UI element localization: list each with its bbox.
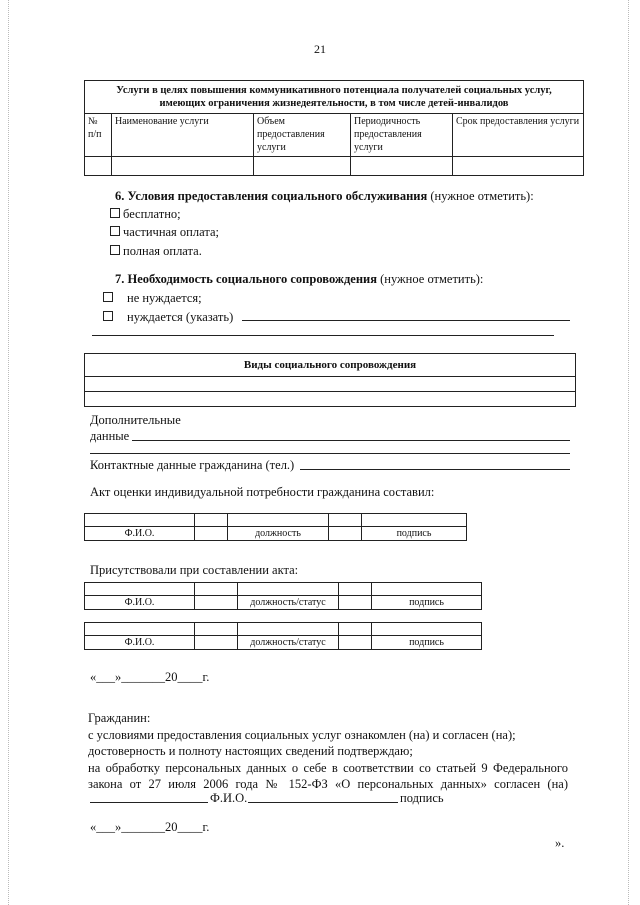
fio-label: Ф.И.О. [85,636,195,650]
col-periodicity: Периодичность предоставления услуги [351,114,453,157]
col-name: Наименование услуги [112,114,254,157]
checkbox-icon[interactable] [103,292,113,302]
checkbox-icon[interactable] [103,311,113,321]
citizen-line-2: достоверность и полноту настоящих сведений подтверждаю; [88,744,413,758]
additional-data-line-2[interactable] [90,453,570,454]
citizen-fio-line[interactable] [90,802,208,803]
option-free[interactable]: бесплатно; [110,205,181,223]
checkbox-icon[interactable] [110,245,120,255]
fio-label: Ф.И.О. [85,596,195,610]
date-line-2: «___»_______20____г. [90,820,210,834]
closing-mark: ». [555,836,565,850]
services-table [84,80,584,176]
position-label: должность [228,527,329,541]
present-label: Присутствовали при составлении акта: [90,563,299,577]
scan-edge-right [628,0,630,905]
position-status-label: должность/статус [238,596,339,610]
scan-edge-left [0,0,9,905]
additional-data-line[interactable] [132,440,570,441]
signature-label: подпись [362,527,467,541]
option-needed[interactable]: нуждается (указать) [103,308,233,326]
assessment-label: Акт оценки индивидуальной потребности гражданина составил: [90,485,435,499]
option-full[interactable]: полная оплата. [110,242,202,260]
section7-heading: 7. Необходимость социального сопровождения (нужное отметить): [115,272,484,286]
additional-label-1: Дополнительные [90,413,181,427]
signature-label: подпись [372,636,482,650]
col-number: № п/п [85,114,112,157]
support-table-title: Виды социального сопровождения [85,354,576,377]
citizen-block [88,710,568,793]
contact-label: Контактные данные гражданина (тел.) [90,458,295,472]
col-term: Срок предоставления услуги [453,114,584,157]
citizen-line-3: на обработку персональных данных о себе в соответствии со статьей 9 Федерального [88,760,568,775]
position-status-label: должность/статус [238,636,339,650]
services-table-title: Услуги в целях повышения коммуникативного потенциала получателей социальных услуг, имеющих ограничения жизнедеятельности, в том числе детей-инвалидов [85,81,584,114]
assessor-signature-table [84,513,467,541]
option-not-needed[interactable]: не нуждается; [103,289,202,307]
present-signature-table-2 [84,622,482,650]
fio-label: Ф.И.О. [85,527,195,541]
checkbox-icon[interactable] [110,226,120,236]
present-signature-table-1 [84,582,482,610]
section6-heading: 6. Условия предоставления социального обслуживания (нужное отметить): [115,189,534,203]
support-table [84,353,576,407]
signature-label: подпись [372,596,482,610]
contact-line[interactable] [300,469,570,470]
citizen-title: Гражданин: [88,711,151,725]
citizen-line-1: с условиями предоставления социальных услуг ознакомлен (на) и согласен (на); [88,727,516,742]
citizen-line-4: закона от 27 июля 2006 года № 152-ФЗ «О персональных данных» согласен (на) [88,777,568,791]
needed-specify-line[interactable] [242,320,570,321]
page-number: 21 [314,42,326,56]
option-partial[interactable]: частичная оплата; [110,223,219,241]
needed-specify-line-2[interactable] [92,335,554,336]
checkbox-icon[interactable] [110,208,120,218]
additional-label-2: данные [90,429,130,443]
date-line: «___»_______20____г. [90,670,210,684]
citizen-fio-label: Ф.И.О. [210,791,248,805]
citizen-signature-label: подпись [400,791,444,805]
citizen-signature-line[interactable] [248,802,398,803]
col-volume: Объем предоставления услуги [254,114,351,157]
